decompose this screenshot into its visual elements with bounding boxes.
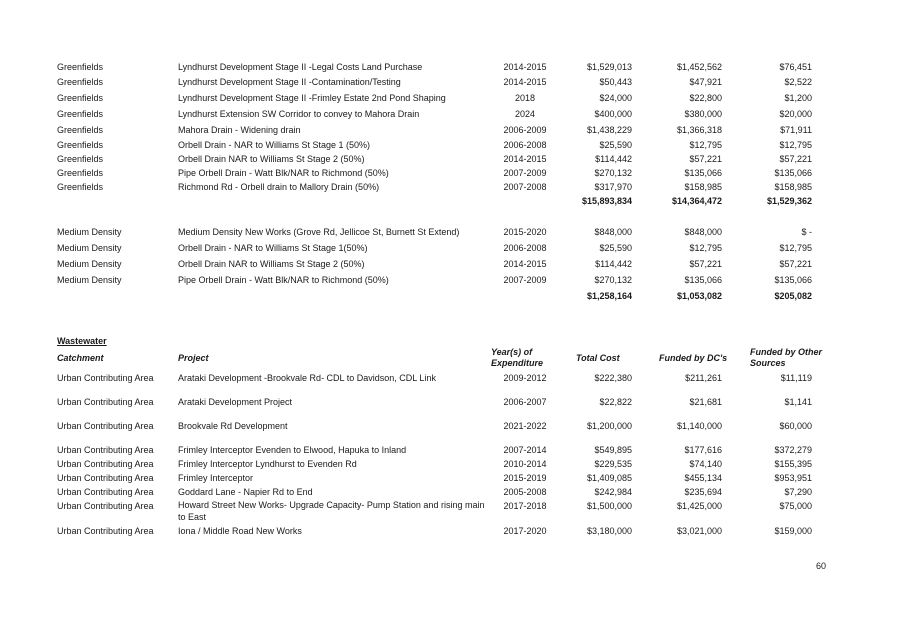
years-cell: 2014-2015 [503, 154, 547, 164]
header-funded-by-other: Funded by Other Sources [750, 347, 822, 368]
funded-by-other-cell: $372,279 [774, 445, 812, 455]
funded-by-dcs-cell: $21,681 [689, 397, 722, 407]
funded-by-dcs-cell: $57,221 [689, 259, 722, 269]
funded-by-dcs-cell: $47,921 [689, 77, 722, 87]
funded-by-other-cell: $1,200 [784, 93, 812, 103]
project-cell: Iona / Middle Road New Works [178, 526, 302, 536]
total-cost-cell: $1,200,000 [586, 421, 632, 431]
table-row [0, 107, 902, 121]
total-cost-cell: $270,132 [594, 168, 632, 178]
project-cell: Lyndhurst Development Stage II -Frimley Estate 2nd Pond Shaping [178, 93, 446, 103]
funded-by-other-cell: $7,290 [784, 487, 812, 497]
total-cost-cell: $1,438,229 [586, 125, 632, 135]
catchment-cell: Medium Density [57, 275, 122, 285]
funded-by-other-cell: $76,451 [779, 62, 812, 72]
funded-by-dcs-cell: $57,221 [689, 154, 722, 164]
years-cell: 2007-2009 [503, 168, 547, 178]
page-number: 60 [815, 561, 826, 571]
project-cell: Orbell Drain NAR to Williams St Stage 2 (50%) [178, 259, 365, 269]
funded-by-other-cell: $11,119 [780, 373, 812, 383]
total-cost-cell: $50,443 [599, 77, 632, 87]
section-title-wastewater: Wastewater [57, 336, 107, 346]
catchment-cell: Urban Contributing Area [57, 445, 154, 455]
funded-by-other-cell: $158,985 [774, 182, 812, 192]
years-cell: 2006-2008 [503, 140, 547, 150]
project-cell: Medium Density New Works (Grove Rd, Jellicoe St, Burnett St Extend) [178, 227, 460, 237]
total-cost-cell: $549,895 [594, 445, 632, 455]
header-project: Project [178, 353, 209, 363]
years-cell: 2015-2020 [503, 227, 547, 237]
funded-by-other-cell: $135,066 [774, 275, 812, 285]
catchment-cell: Greenfields [57, 93, 104, 103]
total-cost-sum: $1,258,164 [586, 291, 632, 301]
catchment-cell: Greenfields [57, 109, 104, 119]
funded-by-dcs-cell: $135,066 [684, 168, 722, 178]
total-cost-cell: $1,529,013 [586, 62, 632, 72]
project-cell: Arataki Development -Brookvale Rd- CDL to Davidson, CDL Link [178, 373, 436, 383]
catchment-cell: Greenfields [57, 182, 104, 192]
totals-row [0, 289, 902, 303]
funded-by-dcs-cell: $455,134 [684, 473, 722, 483]
project-cell: Orbell Drain NAR to Williams St Stage 2 (50%) [178, 154, 365, 164]
funded-by-dcs-sum: $14,364,472 [671, 196, 722, 206]
table-row [0, 395, 902, 409]
catchment-cell: Greenfields [57, 168, 104, 178]
table-row [0, 524, 902, 538]
funded-by-dcs-cell: $158,985 [684, 182, 722, 192]
total-cost-cell: $1,409,085 [586, 473, 632, 483]
table-row [0, 419, 902, 433]
funded-by-dcs-cell: $3,021,000 [676, 526, 722, 536]
table-row [0, 166, 902, 180]
total-cost-cell: $270,132 [594, 275, 632, 285]
funded-by-other-sum: $1,529,362 [766, 196, 812, 206]
catchment-cell: Urban Contributing Area [57, 397, 154, 407]
total-cost-cell: $400,000 [594, 109, 632, 119]
years-cell: 2018 [514, 93, 536, 103]
total-cost-cell: $25,590 [599, 140, 632, 150]
catchment-cell: Medium Density [57, 243, 122, 253]
catchment-cell: Greenfields [57, 77, 104, 87]
table-row [0, 273, 902, 287]
table-row [0, 91, 902, 105]
funded-by-other-sum: $205,082 [774, 291, 812, 301]
project-cell: Pipe Orbell Drain - Watt Blk/NAR to Richmond (50%) [178, 275, 389, 285]
funded-by-dcs-cell: $1,425,000 [676, 501, 722, 511]
years-cell: 2021-2022 [503, 421, 547, 431]
total-cost-cell: $22,822 [599, 397, 632, 407]
total-cost-cell: $25,590 [599, 243, 632, 253]
project-cell: Goddard Lane - Napier Rd to End [178, 487, 313, 497]
years-cell: 2007-2008 [503, 182, 547, 192]
catchment-cell: Urban Contributing Area [57, 487, 154, 497]
funded-by-other-cell: $953,951 [774, 473, 812, 483]
project-cell: Howard Street New Works- Upgrade Capacity- Pump Station and rising main to East [178, 500, 485, 522]
funded-by-dcs-cell: $1,140,000 [676, 421, 722, 431]
funded-by-other-cell: $71,911 [780, 125, 812, 135]
table-row [0, 443, 902, 457]
project-cell: Orbell Drain - NAR to Williams St Stage 1(50%) [178, 243, 368, 253]
funded-by-dcs-cell: $12,795 [689, 140, 722, 150]
years-cell: 2006-2008 [503, 243, 547, 253]
funded-by-dcs-sum: $1,053,082 [676, 291, 722, 301]
catchment-cell: Urban Contributing Area [57, 526, 154, 536]
years-cell: 2014-2015 [503, 259, 547, 269]
catchment-cell: Greenfields [57, 62, 104, 72]
catchment-cell: Medium Density [57, 227, 122, 237]
header-total-cost: Total Cost [576, 353, 620, 363]
project-cell: Frimley Interceptor Evenden to Elwood, Hapuka to Inland [178, 445, 407, 455]
funded-by-other-cell: $12,795 [779, 243, 812, 253]
table-row [0, 225, 902, 239]
funded-by-other-cell: $60,000 [779, 421, 812, 431]
catchment-cell: Greenfields [57, 140, 104, 150]
project-cell: Orbell Drain - NAR to Williams St Stage 1 (50%) [178, 140, 371, 150]
total-cost-cell: $24,000 [599, 93, 632, 103]
years-cell: 2014-2015 [503, 77, 547, 87]
table-row [0, 457, 902, 471]
funded-by-dcs-cell: $1,366,318 [676, 125, 722, 135]
project-cell: Richmond Rd - Orbell drain to Mallory Drain (50%) [178, 182, 380, 192]
total-cost-cell: $222,380 [594, 373, 632, 383]
funded-by-dcs-cell: $380,000 [684, 109, 722, 119]
funded-by-other-cell: $135,066 [774, 168, 812, 178]
project-cell: Arataki Development Project [178, 397, 293, 407]
project-cell: Frimley Interceptor Lyndhurst to Evenden Rd [178, 459, 357, 469]
funded-by-other-cell: $57,221 [779, 259, 812, 269]
table-row [0, 60, 902, 74]
total-cost-sum: $15,893,834 [581, 196, 632, 206]
table-row [0, 180, 902, 194]
total-cost-cell: $114,442 [595, 259, 632, 269]
funded-by-dcs-cell: $211,261 [685, 373, 722, 383]
table-row [0, 485, 902, 499]
years-cell: 2006-2007 [503, 397, 547, 407]
years-cell: 2015-2019 [503, 473, 547, 483]
total-cost-cell: $317,970 [594, 182, 632, 192]
funded-by-other-cell: $2,522 [784, 77, 812, 87]
years-cell: 2007-2009 [503, 275, 547, 285]
header-funded-by-dcs: Funded by DC's [659, 353, 728, 363]
project-cell: Pipe Orbell Drain - Watt Blk/NAR to Richmond (50%) [178, 168, 389, 178]
header-years: Year(s) of Expenditure [491, 347, 544, 368]
table-row [0, 241, 902, 255]
total-cost-cell: $242,984 [594, 487, 632, 497]
funded-by-other-cell: $75,000 [779, 501, 812, 511]
years-cell: 2017-2018 [503, 501, 547, 511]
catchment-cell: Urban Contributing Area [57, 373, 154, 383]
funded-by-dcs-cell: $235,694 [684, 487, 722, 497]
project-cell: Mahora Drain - Widening drain [178, 125, 301, 135]
project-cell: Lyndhurst Extension SW Corridor to convey to Mahora Drain [178, 109, 420, 119]
project-cell: Frimley Interceptor [178, 473, 254, 483]
years-cell: 2009-2012 [503, 373, 547, 383]
project-cell: Lyndhurst Development Stage II -Contamination/Testing [178, 77, 401, 87]
years-cell: 2007-2014 [503, 445, 547, 455]
table-row [0, 123, 902, 137]
catchment-cell: Medium Density [57, 259, 122, 269]
table-row [0, 75, 902, 89]
years-cell: 2005-2008 [503, 487, 547, 497]
total-cost-cell: $3,180,000 [586, 526, 632, 536]
table-row [0, 152, 902, 166]
funded-by-dcs-cell: $22,800 [689, 93, 722, 103]
table-header [0, 347, 902, 373]
catchment-cell: Urban Contributing Area [57, 501, 154, 511]
years-cell: 2006-2009 [503, 125, 547, 135]
table-row [0, 138, 902, 152]
funded-by-other-cell: $12,795 [779, 140, 812, 150]
years-cell: 2024 [514, 109, 536, 119]
funded-by-other-cell: $ - [801, 227, 812, 237]
catchment-cell: Urban Contributing Area [57, 459, 154, 469]
totals-row [0, 194, 902, 208]
total-cost-cell: $114,442 [595, 154, 632, 164]
catchment-cell: Urban Contributing Area [57, 421, 154, 431]
catchment-cell: Greenfields [57, 154, 104, 164]
header-catchment: Catchment [57, 353, 104, 363]
funded-by-dcs-cell: $848,000 [684, 227, 722, 237]
funded-by-other-cell: $155,395 [774, 459, 812, 469]
total-cost-cell: $229,535 [594, 459, 632, 469]
total-cost-cell: $848,000 [594, 227, 632, 237]
funded-by-dcs-cell: $1,452,562 [676, 62, 722, 72]
table-row [0, 471, 902, 485]
years-cell: 2014-2015 [503, 62, 547, 72]
project-cell: Brookvale Rd Development [178, 421, 288, 431]
table-row [0, 499, 902, 522]
catchment-cell: Urban Contributing Area [57, 473, 154, 483]
catchment-cell: Greenfields [57, 125, 104, 135]
years-cell: 2017-2020 [503, 526, 547, 536]
funded-by-other-cell: $1,141 [784, 397, 812, 407]
funded-by-other-cell: $159,000 [774, 526, 812, 536]
funded-by-dcs-cell: $74,140 [689, 459, 722, 469]
funded-by-other-cell: $57,221 [779, 154, 812, 164]
funded-by-other-cell: $20,000 [779, 109, 812, 119]
table-row [0, 371, 902, 385]
funded-by-dcs-cell: $12,795 [689, 243, 722, 253]
table-row [0, 257, 902, 271]
funded-by-dcs-cell: $135,066 [684, 275, 722, 285]
funded-by-dcs-cell: $177,616 [684, 445, 722, 455]
years-cell: 2010-2014 [503, 459, 547, 469]
total-cost-cell: $1,500,000 [586, 501, 632, 511]
project-cell: Lyndhurst Development Stage II -Legal Costs Land Purchase [178, 62, 423, 72]
